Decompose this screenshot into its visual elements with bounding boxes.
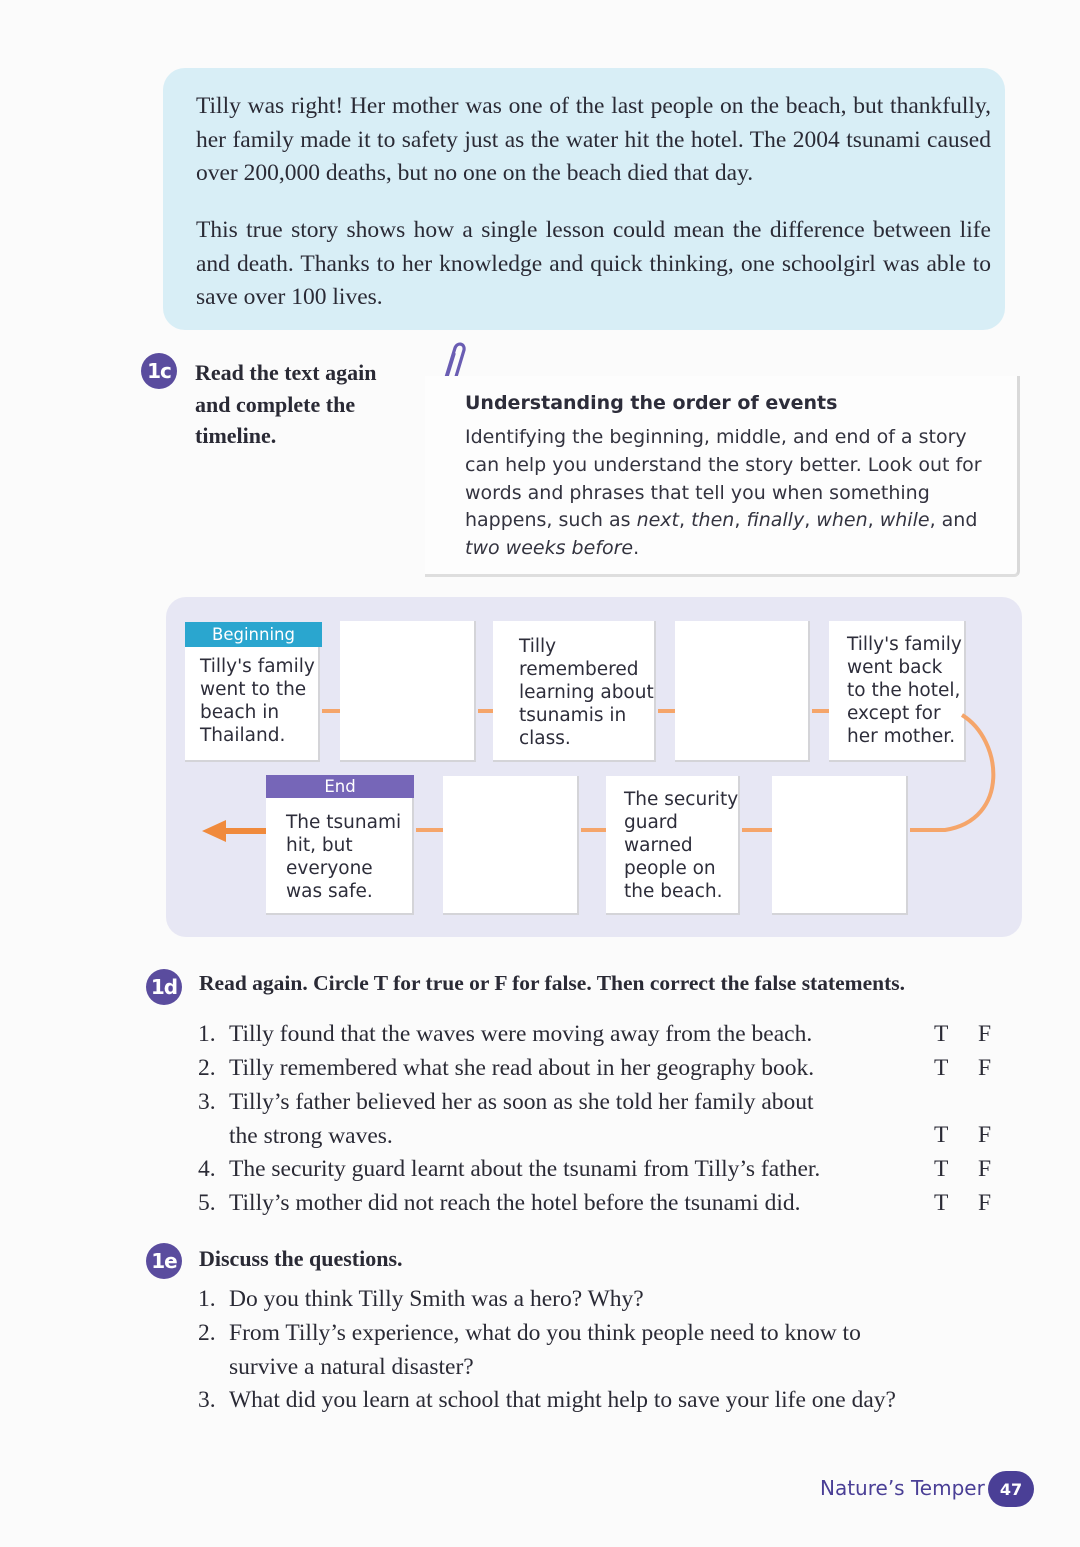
tip-punct: , and: [929, 509, 978, 532]
item-statement-continued: the strong waves.: [229, 1123, 393, 1149]
item-number: 3.: [198, 1387, 216, 1413]
timeline-box-9: [266, 798, 414, 915]
item-number: 1.: [198, 1286, 216, 1312]
exercise-1d-instruction: Read again. Circle T for true or F for false. Then correct the false statements.: [199, 971, 905, 995]
question-text: Do you think Tilly Smith was a hero? Why?: [229, 1286, 644, 1312]
exercise-badge-1c: 1c: [141, 353, 177, 389]
exercise-badge-1e: 1e: [146, 1243, 182, 1279]
tip-keyword: when: [816, 509, 868, 532]
page-number: 47: [988, 1471, 1034, 1507]
item-number: 3.: [198, 1089, 216, 1115]
curved-connector-icon: [905, 710, 1005, 835]
strategy-tip-box: [425, 376, 1020, 577]
exercise-1e-instruction: Discuss the questions.: [199, 1246, 403, 1271]
false-option[interactable]: F: [978, 1190, 992, 1216]
timeline-text-3: Tilly remembered learning about tsunamis in class.: [519, 636, 654, 749]
end-label: End: [266, 775, 414, 798]
beginning-label: Beginning: [185, 622, 322, 647]
item-statement: Tilly’s father believed her as soon as she told her family about: [229, 1089, 814, 1115]
item-statement: Tilly found that the waves were moving away from the beach.: [229, 1021, 813, 1047]
passage-paragraph-2: This true story shows how a single lesson could mean the difference between life and death. Thanks to her knowledge and quick thinking, one schoolgirl was able to save over 100 lives.: [196, 217, 991, 310]
tip-keyword: finally: [746, 509, 805, 532]
true-option[interactable]: T: [934, 1190, 949, 1216]
tip-punct: ,: [734, 509, 747, 532]
question-text: From Tilly’s experience, what do you think people need to know to: [229, 1320, 861, 1346]
tip-punct: ,: [867, 509, 880, 532]
timeline-blank-box-4[interactable]: [675, 621, 810, 762]
timeline-connector: [416, 828, 443, 832]
timeline-connector: [742, 828, 772, 832]
item-number: 4.: [198, 1156, 216, 1182]
item-number: 5.: [198, 1190, 216, 1216]
item-statement: Tilly’s mother did not reach the hotel before the tsunami did.: [229, 1190, 801, 1216]
false-option[interactable]: F: [978, 1122, 992, 1148]
timeline-box-7: [606, 776, 740, 915]
item-number: 2.: [198, 1320, 216, 1346]
tip-punct: .: [633, 537, 640, 560]
timeline-connector: [812, 709, 829, 713]
false-option[interactable]: F: [978, 1055, 992, 1081]
item-number: 2.: [198, 1055, 216, 1081]
timeline-text-9: The tsunami hit, but everyone was safe.: [286, 812, 402, 902]
item-number: 1.: [198, 1021, 216, 1047]
true-option[interactable]: T: [934, 1055, 949, 1081]
timeline-connector: [581, 828, 606, 832]
timeline-box-3: [493, 621, 656, 762]
false-option[interactable]: F: [978, 1021, 992, 1047]
question-text: What did you learn at school that might help to save your life one day?: [229, 1387, 896, 1413]
timeline-text-7: The security guard warned people on the beach.: [624, 789, 739, 902]
instruction-line: and complete the: [195, 391, 356, 417]
item-statement: Tilly remembered what she read about in her geography book.: [229, 1055, 815, 1081]
arrow-left-icon: [200, 818, 270, 844]
unit-title: Nature’s Temper: [820, 1476, 985, 1500]
timeline-blank-box-6[interactable]: [772, 776, 908, 915]
tip-text: Identifying the beginning, middle, and end of a story can help you understand the story better. Look out for words and phrases that tell you when something happens, such as: [465, 426, 982, 532]
timeline-blank-box-2[interactable]: [340, 621, 476, 762]
timeline-connector: [658, 709, 675, 713]
true-option[interactable]: T: [934, 1156, 949, 1182]
passage-paragraph-1: Tilly was right! Her mother was one of the last people on the beach, but thankfully, her family made it to safety just as the water hit the hotel. The 2004 tsunami caused over 200,000 deaths, but no one on the beach died that day.: [196, 93, 991, 186]
instruction-line: Read the text again: [195, 360, 377, 385]
timeline-connector: [478, 709, 493, 713]
timeline-box-1: [185, 647, 320, 762]
true-option[interactable]: T: [934, 1021, 949, 1047]
instruction-line: timeline.: [195, 423, 277, 448]
timeline-text-1: Tilly's family went to the beach in Thailand.: [200, 656, 315, 746]
exercise-badge-1d: 1d: [146, 969, 182, 1005]
question-text-continued: survive a natural disaster?: [229, 1354, 474, 1380]
tip-punct: ,: [679, 509, 692, 532]
tip-punct: ,: [804, 509, 817, 532]
item-statement: The security guard learnt about the tsunami from Tilly’s father.: [229, 1156, 821, 1182]
tip-title: Understanding the order of events: [465, 392, 838, 414]
tip-keyword: two weeks before: [465, 537, 634, 560]
reading-passage: [163, 68, 1005, 330]
false-option[interactable]: F: [978, 1156, 992, 1182]
tip-keyword: then: [691, 509, 735, 532]
true-option[interactable]: T: [934, 1122, 949, 1148]
timeline-connector: [322, 709, 340, 713]
exercise-1c-instruction: [195, 357, 376, 452]
timeline-blank-box-8[interactable]: [443, 776, 579, 915]
timeline-text-5: Tilly's family went back to the hotel, except for her mother.: [847, 634, 962, 747]
tip-keyword: next: [636, 509, 680, 532]
tip-body: [465, 424, 1005, 563]
tip-keyword: while: [879, 509, 930, 532]
